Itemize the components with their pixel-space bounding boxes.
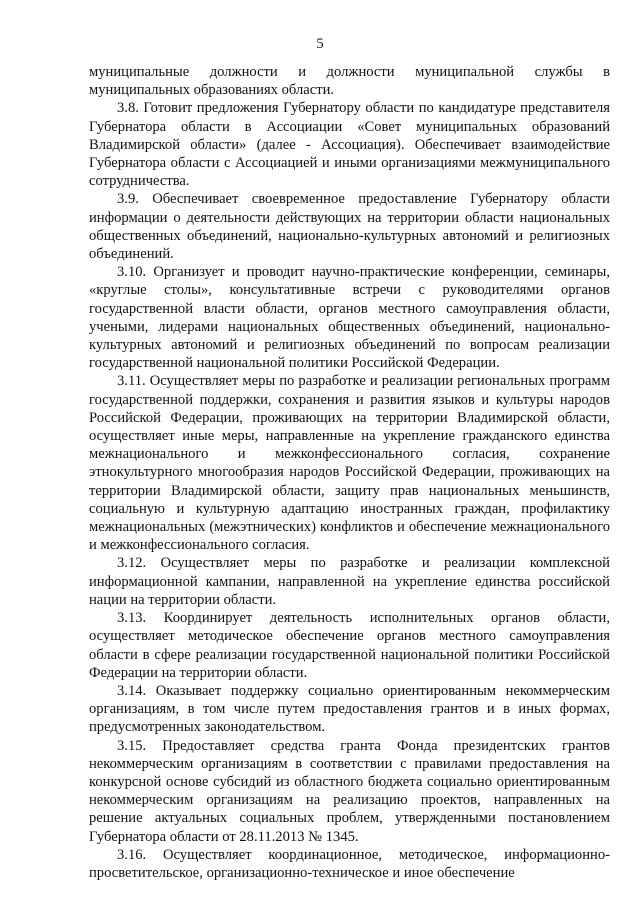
document-body — [89, 63, 610, 882]
paragraph-3-10: 3.10. Организует и проводит научно-практические конференции, семинары, «круглые столы», консультативные встречи с руководителями органов государственной власти области, органов местного самоуправления области, учеными, лидерами национальных общественных объединений, национально-культурных автономий и религиозных объединений по вопросам реализации государственной национальной политики Российской Федерации. — [89, 264, 610, 372]
paragraph-continued: муниципальные должности и должности муниципальной службы в муниципальных образованиях области. — [89, 64, 610, 99]
paragraph-3-11: 3.11. Осуществляет меры по разработке и реализации региональных программ государственной поддержки, сохранения и развития языков и культуры народов Российской Федерации, проживающих на территории Владимирской области, осуществляет иные меры, направленные на укрепление гражданского единства межнационального и межконфессионального согласия, сохранение этнокультурного многообразия народов Российской Федерации, проживающих на территории Владимирской области, защиту прав национальных меньшинств, социальную и культурную адаптацию иностранных граждан, профилактику межнациональных (межэтнических) конфликтов и обеспечение межнационального и межконфессионального согласия. — [89, 373, 610, 554]
paragraph-3-13: 3.13. Координирует деятельность исполнительных органов области, осуществляет методическое обеспечение органов местного самоуправления области в сфере реализации государственной национальной политики Российской Федерации на территории области. — [89, 610, 610, 681]
paragraph-3-15: 3.15. Предоставляет средства гранта Фонда президентских грантов некоммерческим организациям в соответствии с правилами предоставления на конкурсной основе субсидий из областного бюджета социально ориентированным некоммерческим организациям на реализацию проектов, направленных на решение актуальных социальных проблем, утвержденными постановлением Губернатора области от 28.11.2013 № 1345. — [89, 737, 610, 845]
paragraph-3-12: 3.12. Осуществляет меры по разработке и реализации комплексной информационной кампании, направленной на укрепление единства российской нации на территории области. — [89, 555, 610, 608]
paragraph-3-16: 3.16. Осуществляет координационное, методическое, информационно-просветительское, организационно-техническое и иное обеспечение — [89, 846, 610, 881]
paragraph-3-14: 3.14. Оказывает поддержку социально ориентированным некоммерческим организациям, в том числе путем предоставления грантов и в иных формах, предусмотренных законодательством. — [89, 682, 610, 736]
paragraph-3-9: 3.9. Обеспечивает своевременное предоставление Губернатору области информации о деятельности действующих на территории области национальных общественных объединений, национально-культурных автономий и религиозных объединений. — [89, 191, 610, 263]
paragraph-3-8: 3.8. Готовит предложения Губернатору области по кандидатуре представителя Губернатора области в Ассоциации «Совет муниципальных образований Владимирской области» (далее - Ассоциация). Обеспечивает взаимодействие Губернатора области с Ассоциацией и иными организациями межмуниципального сотрудничества. — [89, 100, 610, 190]
page-number: 5 — [316, 36, 324, 52]
